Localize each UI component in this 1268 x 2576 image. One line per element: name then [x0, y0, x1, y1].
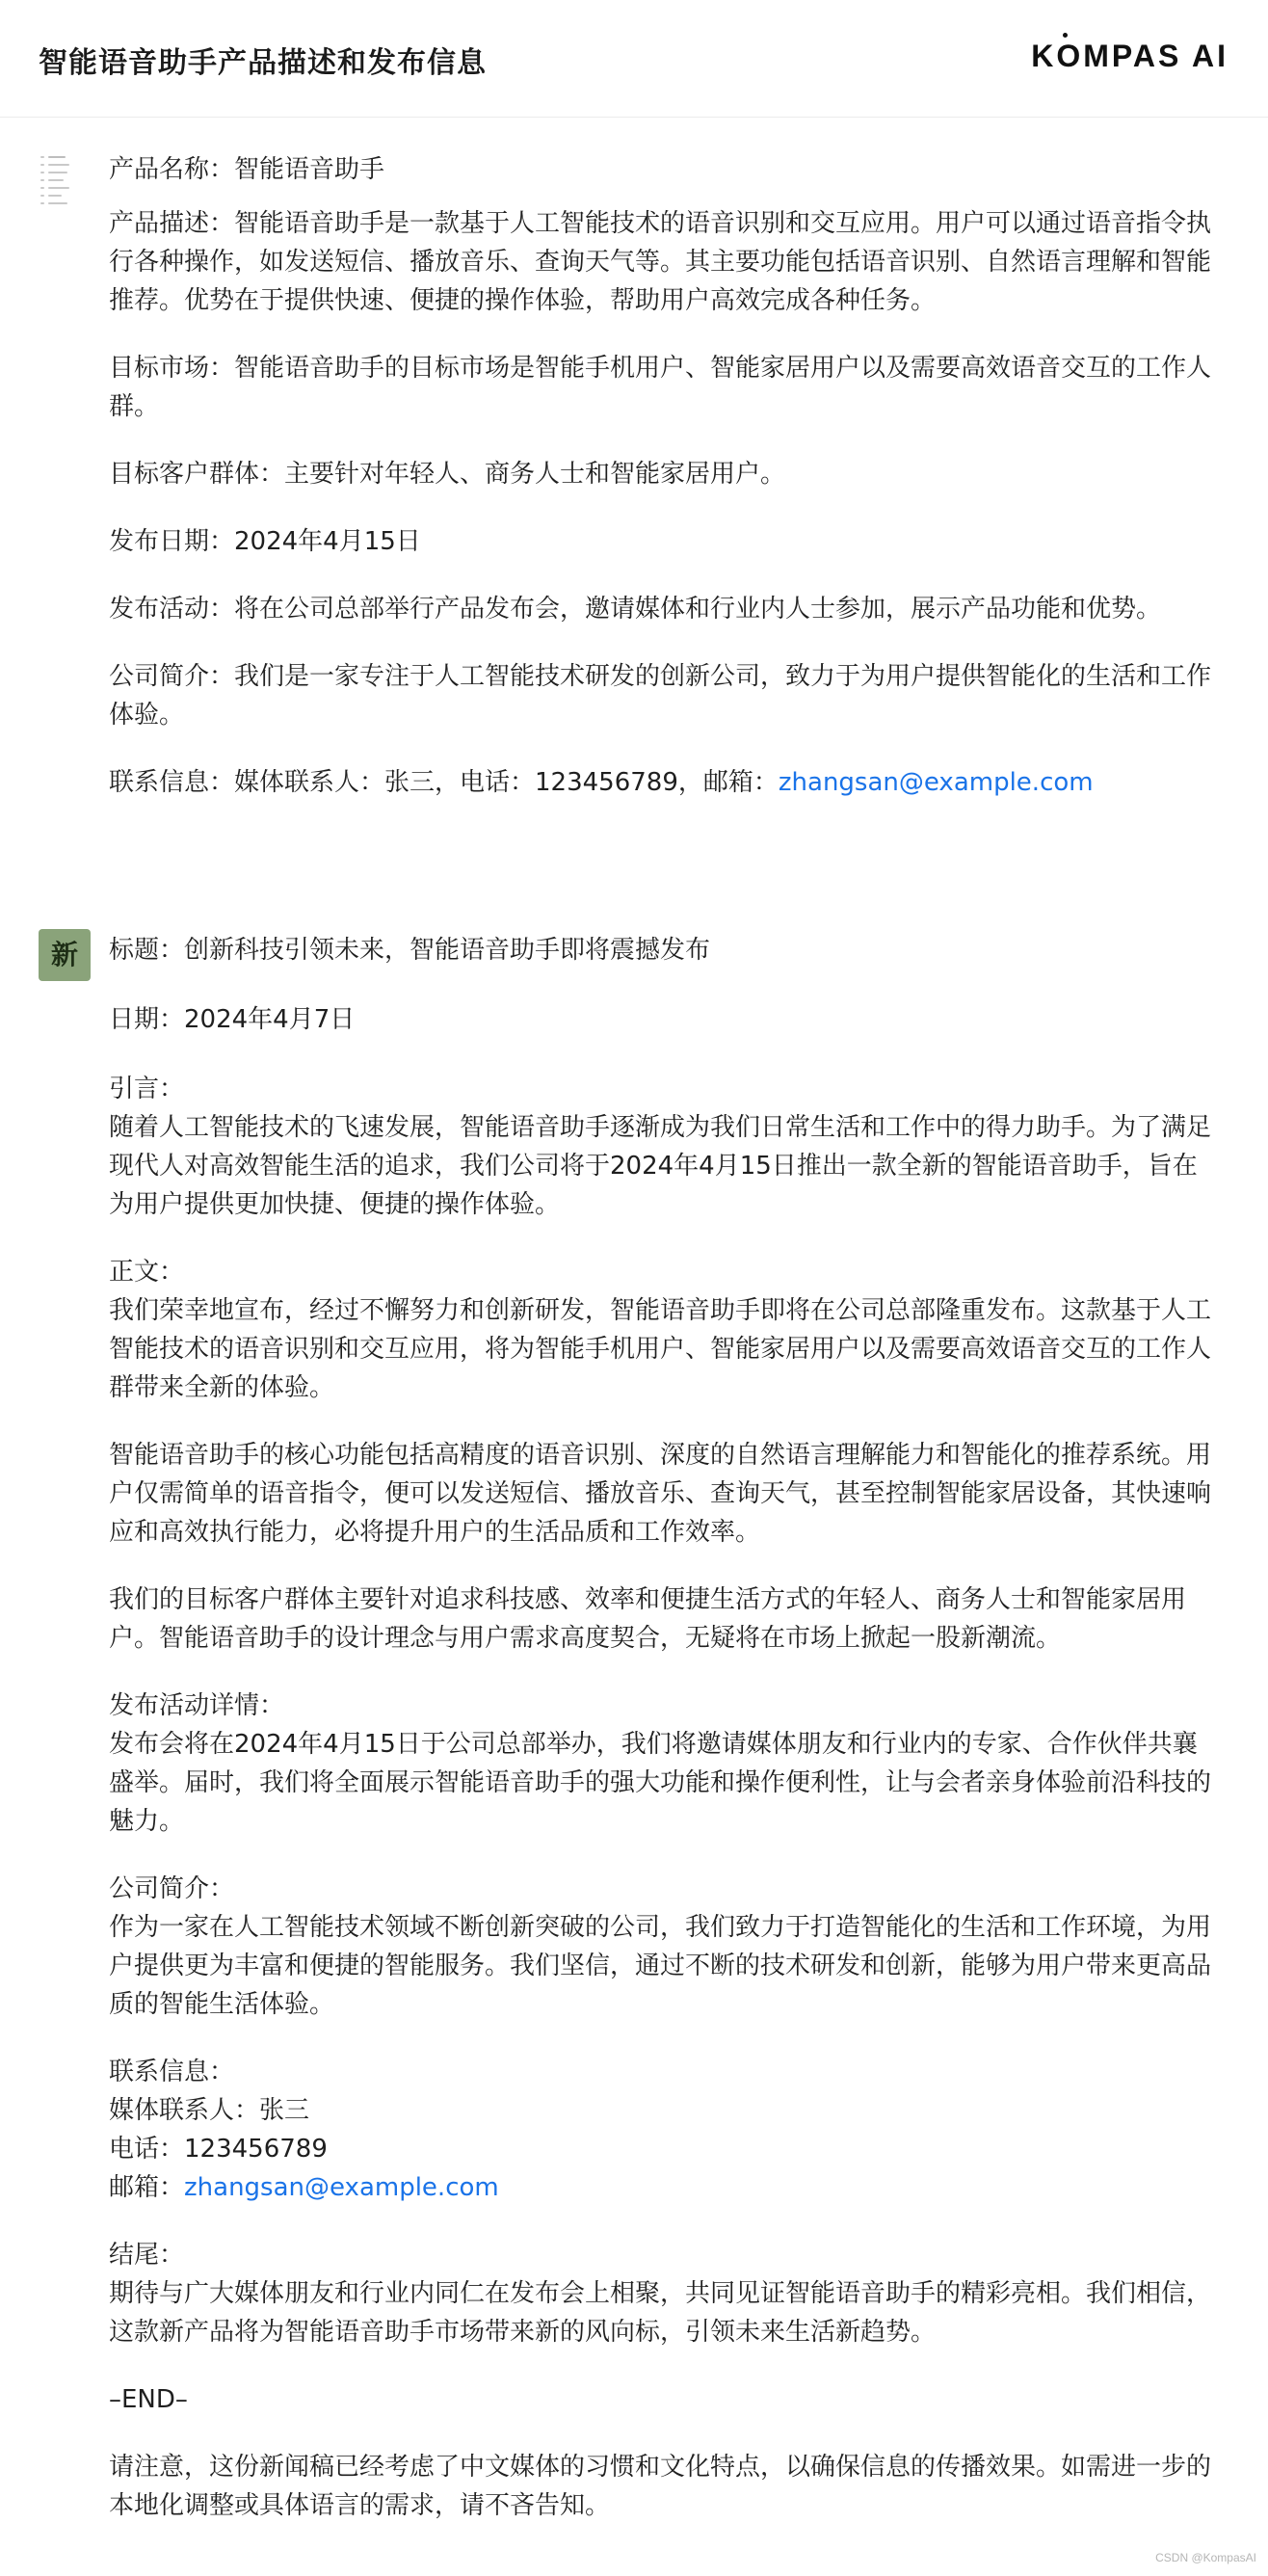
company-label: 公司简介： — [109, 1874, 235, 1903]
logo-text-k: K — [1031, 39, 1057, 73]
body-paragraph-1: 我们荣幸地宣布，经过不懈努力和创新研发，智能语音助手即将在公司总部隆重发布。这款基于人工智能技术的语音识别和交互应用，将为智能手机用户、智能家居用户以及需要高效语音交互的工作人群带来全新的体验。 — [109, 1296, 1212, 1402]
contact-email-prefix: 邮箱： — [109, 2173, 185, 2202]
logo-text-rest: MPAS AI — [1083, 39, 1228, 73]
closing-note: 请注意，这份新闻稿已经考虑了中文媒体的习惯和文化特点，以确保信息的传播效果。如需进一步的本地化调整或具体语言的需求，请不吝告知。 — [109, 2453, 1212, 2520]
logo-text-o: O — [1056, 39, 1084, 73]
contact-email-link-2[interactable]: zhangsan@example.com — [184, 2173, 499, 2202]
body-paragraph-3: 我们的目标客户群体主要针对追求科技感、效率和便捷生活方式的年轻人、商务人士和智能家居用户。智能语音助手的设计理念与用户需求高度契合，无疑将在市场上掀起一股新潮流。 — [109, 1585, 1187, 1653]
contact-email-line — [109, 2168, 1217, 2207]
release-event: 发布活动：将在公司总部举行产品发布会，邀请媒体和行业内人士参加，展示产品功能和优势。 — [109, 595, 1162, 624]
target-customers: 目标客户群体：主要针对年轻人、商务人士和智能家居用户。 — [109, 460, 786, 489]
contact-phone: 电话：123456789 — [109, 2135, 328, 2164]
headline: 标题：创新科技引领未来，智能语音助手即将震撼发布 — [109, 936, 711, 965]
contact-prefix: 联系信息：媒体联系人：张三，电话：123456789，邮箱： — [109, 768, 779, 797]
prompt-message — [109, 150, 1217, 802]
assistant-avatar: 新 — [39, 929, 91, 981]
contact-person: 媒体联系人：张三 — [109, 2096, 310, 2125]
end-mark: –END– — [109, 2385, 188, 2414]
page-header — [0, 0, 1268, 118]
company-text: 作为一家在人工智能技术领域不断创新突破的公司，我们致力于打造智能化的生活和工作环境，为用户提供更为丰富和便捷的智能服务。我们坚信，通过不断的技术研发和创新，能够为用户带来更高品质的智能生活体验。 — [109, 1913, 1212, 2019]
ending-label: 结尾： — [109, 2241, 185, 2270]
assistant-message — [109, 931, 1217, 2525]
intro-label: 引言： — [109, 1075, 185, 1103]
release-date: 发布日期：2024年4月15日 — [109, 527, 421, 556]
product-name-line: 产品名称：智能语音助手 — [109, 155, 385, 184]
watermark: CSDN @KompasAI — [1155, 2551, 1256, 2564]
document-thumbnail-icon — [40, 154, 69, 208]
intro-text: 随着人工智能技术的飞速发展，智能语音助手逐渐成为我们日常生活和工作中的得力助手。为了满足现代人对高效智能生活的追求，我们公司将于2024年4月15日推出一款全新的智能语音助手，旨在为用户提供更加快捷、便捷的操作体验。 — [109, 1113, 1212, 1219]
target-market: 目标市场：智能语音助手的目标市场是智能手机用户、智能家居用户以及需要高效语音交互的工作人群。 — [109, 354, 1212, 421]
company-intro: 公司简介：我们是一家专注于人工智能技术研发的创新公司，致力于为用户提供智能化的生活和工作体验。 — [109, 662, 1212, 730]
kompas-ai-logo[interactable] — [1031, 39, 1228, 74]
event-text: 发布会将在2024年4月15日于公司总部举办，我们将邀请媒体朋友和行业内的专家、合作伙伴共襄盛举。届时，我们将全面展示智能语音助手的强大功能和操作便利性，让与会者亲身体验前沿科技的魅力。 — [109, 1730, 1212, 1836]
press-date: 日期：2024年4月7日 — [109, 1005, 356, 1034]
contact-label: 联系信息： — [109, 2058, 235, 2086]
contact-email-link[interactable]: zhangsan@example.com — [778, 768, 1094, 797]
ending-text: 期待与广大媒体朋友和行业内同仁在发布会上相聚，共同见证智能语音助手的精彩亮相。我们相信，这款新产品将为智能语音助手市场带来新的风向标，引领未来生活新趋势。 — [109, 2279, 1212, 2347]
event-label: 发布活动详情： — [109, 1691, 285, 1720]
contact-info — [109, 763, 1217, 802]
body-paragraph-2: 智能语音助手的核心功能包括高精度的语音识别、深度的自然语言理解能力和智能化的推荐系统。用户仅需简单的语音指令，便可以发送短信、播放音乐、查询天气，甚至控制智能家居设备，其快速响应和高效执行能力，必将提升用户的生活品质和工作效率。 — [109, 1441, 1212, 1547]
page-title: 智能语音助手产品描述和发布信息 — [39, 46, 487, 80]
body-label: 正文： — [109, 1258, 185, 1287]
product-description: 产品描述：智能语音助手是一款基于人工智能技术的语音识别和交互应用。用户可以通过语音指令执行各种操作，如发送短信、播放音乐、查询天气等。其主要功能包括语音识别、自然语言理解和智能推荐。优势在于提供快速、便捷的操作体验，帮助用户高效完成各种任务。 — [109, 209, 1212, 315]
